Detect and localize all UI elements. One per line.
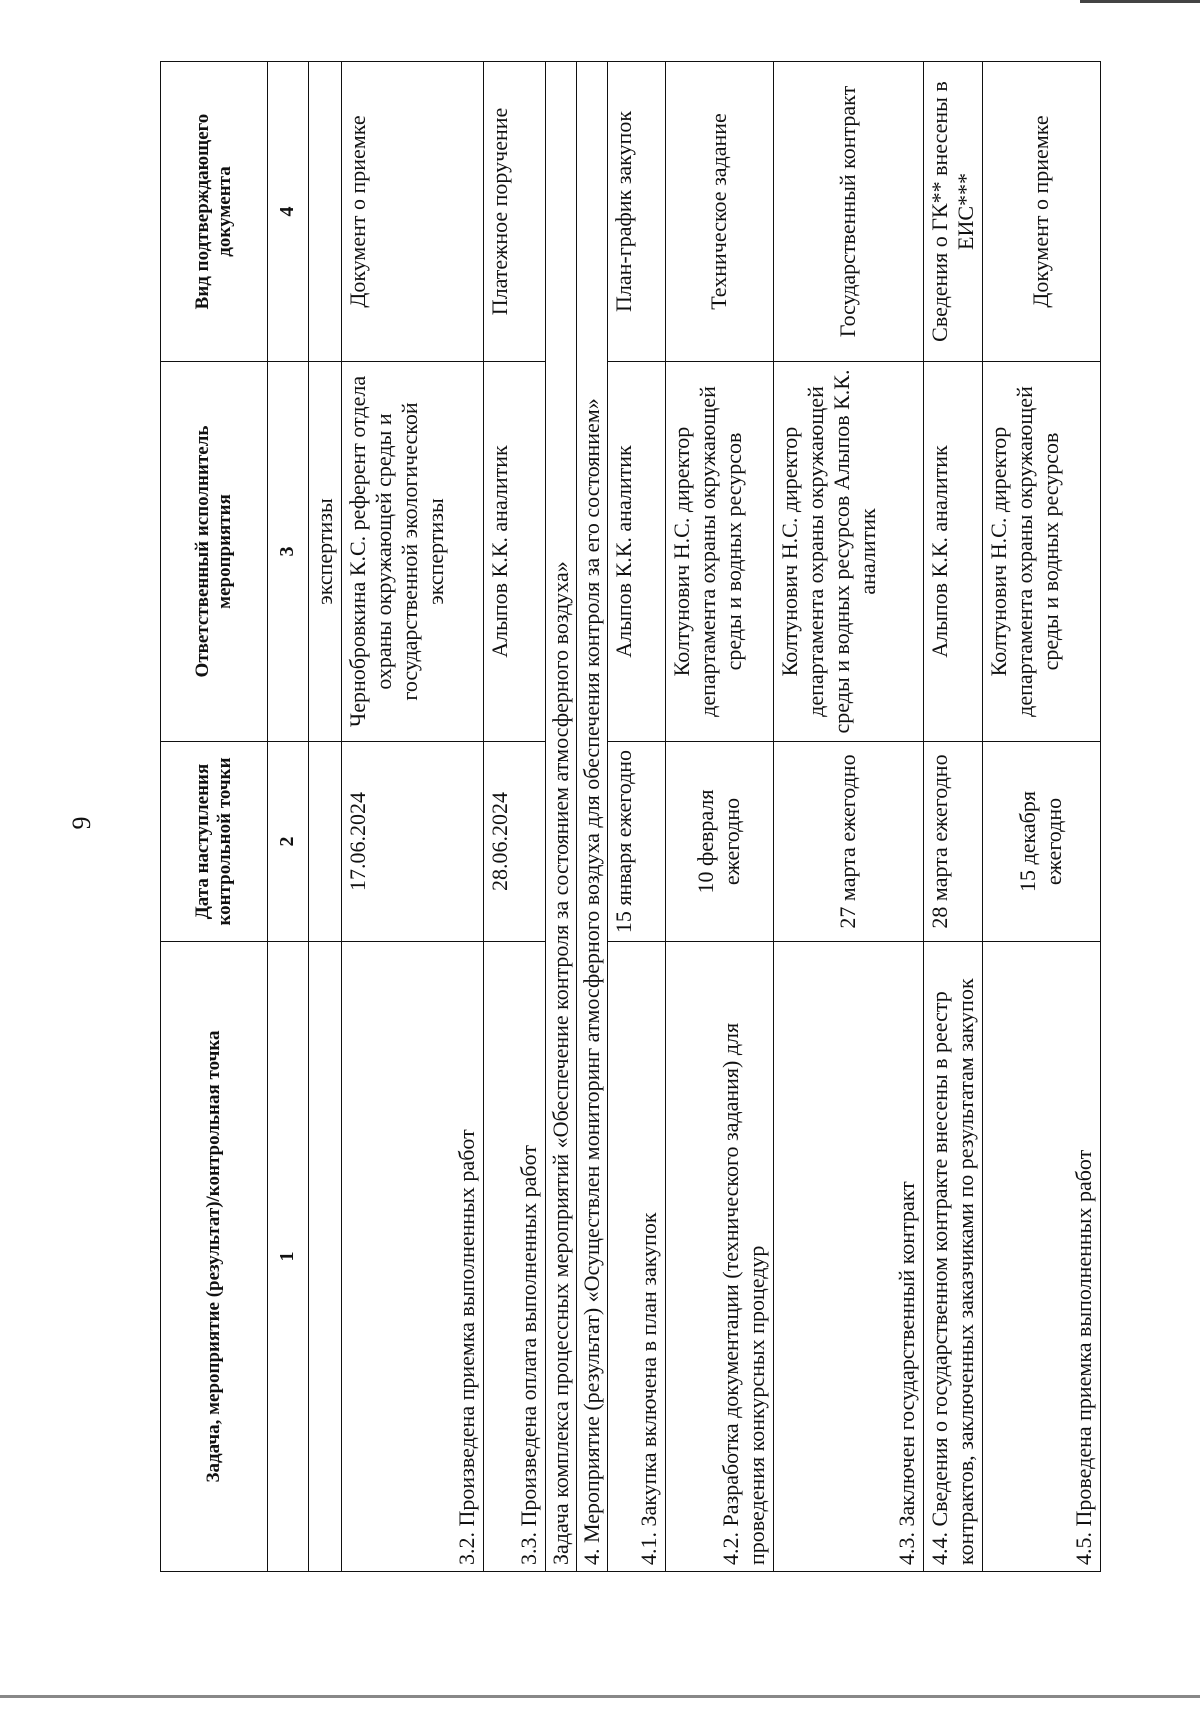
row-responsible: Алыпов К.К. аналитик: [483, 362, 545, 742]
scan-edge-mark: [1080, 0, 1200, 3]
row-measure: 4.2. Разработка документации (технического задания) для проведения конкурсных процедур: [665, 942, 773, 1572]
table-row: [923, 62, 982, 1572]
column-number: 1: [268, 942, 309, 1572]
row-measure: 3.3. Произведена оплата выполненных работ: [483, 942, 545, 1572]
row-document: Техническое задание: [665, 62, 773, 362]
row-date: 28.06.2024: [483, 742, 545, 942]
table-row: [607, 62, 665, 1572]
measure-row: [576, 62, 607, 1572]
row-responsible: Чернобровкина К.С. референт отдела охраны окружающей среды и государственной экологической экспертизы: [341, 362, 483, 742]
row-date: 17.06.2024: [341, 742, 483, 942]
scan-edge-line: [0, 1695, 1200, 1698]
row-document: Государственный контракт: [773, 62, 923, 362]
measure-heading: 4. Мероприятие (результат) «Осуществлен мониторинг атмосферного воздуха для обеспечения контроля за его состоянием»: [576, 62, 607, 1572]
row-responsible: Колтунович Н.С. директор департамента охраны окружающей среды и водных ресурсов: [982, 362, 1100, 742]
row-document: Документ о приемке: [982, 62, 1100, 362]
control-points-table: [160, 61, 1101, 1572]
row-date: 28 марта ежегодно: [923, 742, 982, 942]
carry-over-row: [309, 62, 342, 1572]
column-number-row: [268, 62, 309, 1572]
row-measure: 4.5. Проведена приемка выполненных работ: [982, 942, 1100, 1572]
carry-over-text: экспертизы: [309, 362, 342, 742]
header-col1: Задача, мероприятие (результат)/контрольная точка: [161, 942, 268, 1572]
row-responsible: Колтунович Н.С. директор департамента охраны окружающей среды и водных ресурсов: [665, 362, 773, 742]
row-date: 15 января ежегодно: [607, 742, 665, 942]
task-heading: Задача комплекса процессных мероприятий «Обеспечение контроля за состоянием атмосферного воздуха»: [545, 62, 576, 1572]
column-number: 3: [268, 362, 309, 742]
row-measure: 4.3. Заключен государственный контракт: [773, 942, 923, 1572]
page-number: 9: [67, 816, 96, 830]
column-number: 2: [268, 742, 309, 942]
column-number: 4: [268, 62, 309, 362]
task-row: [545, 62, 576, 1572]
row-date: 10 февраля ежегодно: [665, 742, 773, 942]
rotated-table-container: [160, 62, 1102, 1572]
table-row: [665, 62, 773, 1572]
row-responsible: Колтунович Н.С. директор департамента охраны окружающей среды и водных ресурсов Алыпов К.К. аналитик: [773, 362, 923, 742]
row-responsible: Алыпов К.К. аналитик: [607, 362, 665, 742]
row-date: 15 декабря ежегодно: [982, 742, 1100, 942]
row-measure: 4.4. Сведения о государственном контракте внесены в реестр контрактов, заключенных заказчиками по результатам закупок: [923, 942, 982, 1572]
header-row: [161, 62, 268, 1572]
row-document: План-график закупок: [607, 62, 665, 362]
row-document: Сведения о ГК** внесены в ЕИС***: [923, 62, 982, 362]
header-col2: Дата наступления контрольной точки: [161, 742, 268, 942]
row-date: 27 марта ежегодно: [773, 742, 923, 942]
row-document: Документ о приемке: [341, 62, 483, 362]
table-row: [483, 62, 545, 1572]
table-row: [341, 62, 483, 1572]
header-col3: Ответственный исполнитель мероприятия: [161, 362, 268, 742]
row-responsible: Алыпов К.К. аналитик: [923, 362, 982, 742]
row-document: Платежное поручение: [483, 62, 545, 362]
row-measure: 4.1. Закупка включена в план закупок: [607, 942, 665, 1572]
table-row: [773, 62, 923, 1572]
header-col4: Вид подтверждающего документа: [161, 62, 268, 362]
table-row: [982, 62, 1100, 1572]
row-measure: 3.2. Произведена приемка выполненных работ: [341, 942, 483, 1572]
